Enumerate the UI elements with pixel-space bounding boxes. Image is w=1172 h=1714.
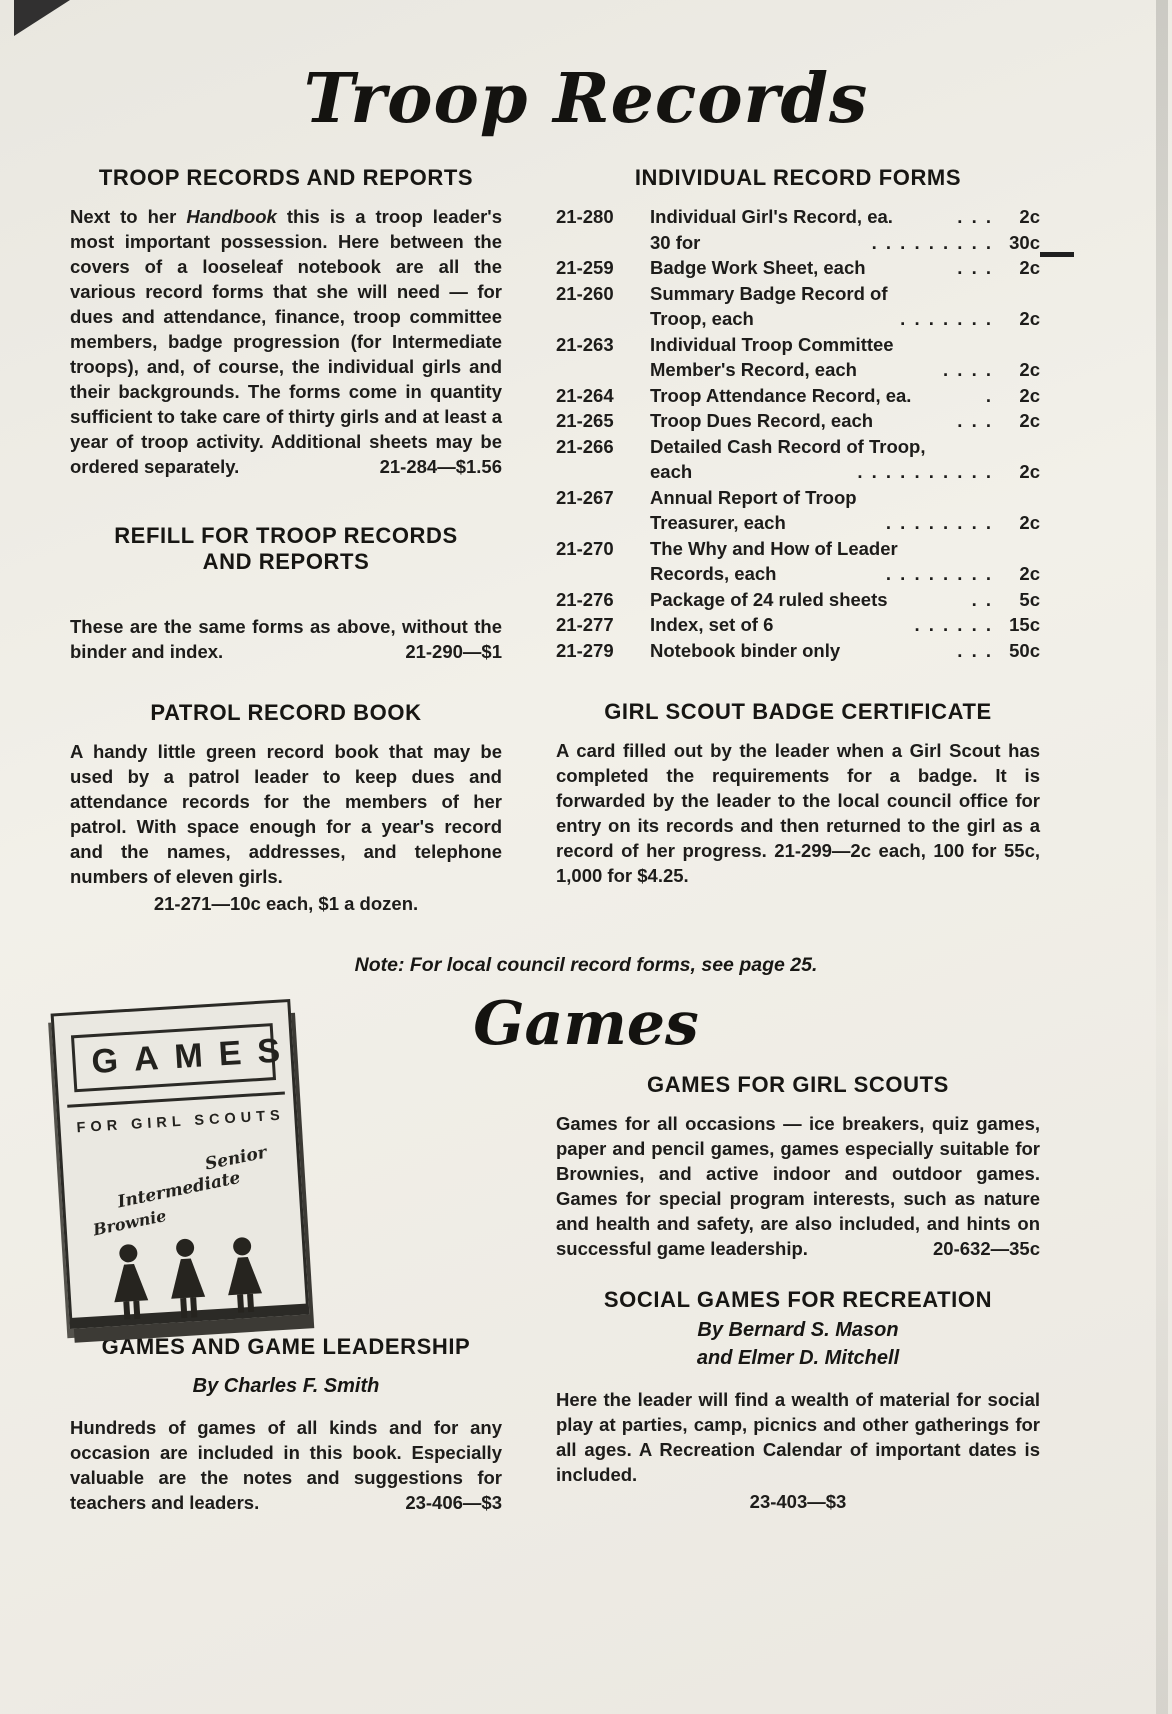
- form-code: 21-266: [556, 435, 614, 457]
- dot-leader: . . . . . . .: [900, 308, 993, 330]
- form-code: 21-264: [556, 384, 614, 406]
- right-column: [556, 165, 1040, 916]
- form-code: [556, 357, 650, 383]
- form-price: 2c: [1019, 359, 1040, 381]
- form-price: 2c: [1019, 563, 1040, 585]
- form-code: 21-270: [556, 537, 614, 559]
- footnote: Note: For local council record forms, see page 25.: [354, 954, 818, 977]
- form-description: Summary Badge Record of: [650, 282, 888, 304]
- form-price: 2c: [1019, 206, 1040, 228]
- form-price: 2c: [1019, 461, 1040, 483]
- form-code: 21-260: [556, 282, 614, 304]
- record-form-row: [556, 408, 1040, 434]
- left-column: [70, 165, 502, 916]
- troop-records-paragraph: [70, 204, 502, 479]
- refill-heading-line1: REFILL FOR TROOP RECORDS: [114, 523, 458, 549]
- refill-paragraph: [70, 614, 502, 664]
- catalog-code: 23-406—$3: [405, 1492, 502, 1514]
- form-price: 15c: [1009, 614, 1040, 636]
- label-senior: Senior: [203, 1142, 269, 1175]
- form-price: [1000, 485, 1040, 511]
- badge-certificate-heading: GIRL SCOUT BADGE CERTIFICATE: [604, 699, 992, 725]
- page-title: Troop Records: [303, 59, 869, 139]
- dot-leader: [898, 536, 1000, 562]
- scan-corner-smudge: [14, 0, 70, 36]
- form-description: Troop Dues Record, each: [650, 410, 874, 432]
- games-left-column: [70, 1334, 502, 1515]
- catalog-code: 21-271—10c each, $1 a dozen.: [153, 893, 419, 915]
- dot-leader: . . .: [957, 410, 993, 432]
- form-description: Package of 24 ruled sheets: [650, 588, 888, 610]
- dot-leader: . . . . . . . .: [885, 563, 993, 585]
- refill-heading: [70, 523, 502, 575]
- form-description: Badge Work Sheet, each: [650, 257, 866, 279]
- form-description: Individual Troop Committee: [650, 333, 894, 355]
- record-form-row: [556, 281, 1040, 307]
- paragraph-text: Next to her: [70, 206, 187, 228]
- label-intermediate: Intermediate: [115, 1168, 243, 1213]
- girl-silhouettes: [84, 1232, 291, 1333]
- record-form-row: [556, 612, 1040, 638]
- record-form-row: [556, 485, 1040, 511]
- form-code: [556, 306, 650, 332]
- badge-certificate-paragraph: A card filled out by the leader when a Girl Scout has completed the requirements for a badge. It is forwarded by the leader to the local council office for entry on its records and then returned to the girl as a record of her progress. 21-299—2c each, 100 for 55c, 1,000 for $4.25.: [556, 740, 1040, 887]
- refill-heading-line2: AND REPORTS: [202, 549, 370, 575]
- dot-leader: . . . . . . . .: [885, 512, 993, 534]
- dot-leader: . . .: [957, 639, 993, 661]
- form-code: 21-279: [556, 639, 614, 661]
- form-code: [556, 510, 650, 536]
- games-right-column: [556, 1072, 1040, 1515]
- form-code: [556, 230, 650, 256]
- form-price: 2c: [1019, 257, 1040, 279]
- dot-leader: .: [985, 384, 993, 406]
- form-description: Index, set of 6: [650, 614, 774, 636]
- form-code: 21-265: [556, 410, 614, 432]
- book-cover-title: GAMES: [71, 1023, 276, 1092]
- paragraph-text: this is a troop leader's most important possession. Here between the covers of a looseleaf notebook are all the various record forms that she will need — for dues and attendance, finance, troop committee members, badge progression (for Intermediate troops), and, of course, the individual girls and their backgrounds. The forms come in quantity sufficient to take care of thirty girls and at least a year of troop activity. Additional sheets may be ordered separately.: [70, 206, 502, 478]
- catalog-code: 21-290—$1: [405, 641, 502, 663]
- record-form-row: [556, 383, 1040, 409]
- dot-leader: [887, 281, 1000, 307]
- form-description: 30 for: [650, 231, 701, 253]
- form-price: [1000, 434, 1040, 460]
- form-description: The Why and How of Leader: [650, 537, 898, 559]
- form-description: Records, each: [650, 563, 777, 585]
- dot-leader: [926, 434, 1001, 460]
- record-form-row: [556, 332, 1040, 358]
- form-description: Annual Report of Troop: [650, 486, 857, 508]
- paragraph-text: These are the same forms as above, without the binder and index.: [70, 616, 502, 663]
- games-for-girl-scouts-heading: GAMES FOR GIRL SCOUTS: [647, 1072, 949, 1098]
- catalog-code: 21-284—$1.56: [379, 456, 502, 478]
- form-code: 21-259: [556, 257, 614, 279]
- form-price: 30c: [1009, 231, 1040, 253]
- patrol-heading: PATROL RECORD BOOK: [150, 700, 422, 726]
- author-byline: By Bernard S. Mason: [697, 1319, 899, 1342]
- form-description: Member's Record, each: [650, 359, 857, 381]
- record-forms-price-list: [556, 204, 1040, 663]
- form-code: 21-267: [556, 486, 614, 508]
- record-form-row: [556, 587, 1040, 613]
- form-description: Treasurer, each: [650, 512, 786, 534]
- dot-leader: . . .: [957, 206, 993, 228]
- dot-leader: . . . .: [943, 359, 993, 381]
- girl-silhouette-graphic: [90, 1232, 285, 1327]
- form-code: 21-276: [556, 588, 614, 610]
- dot-leader: . . . . . . . . . .: [857, 461, 993, 483]
- record-form-row: [556, 255, 1040, 281]
- record-form-row: [556, 357, 1040, 383]
- record-form-row: [556, 536, 1040, 562]
- record-form-row: [556, 204, 1040, 230]
- form-code: 21-263: [556, 333, 614, 355]
- form-price: 2c: [1019, 512, 1040, 534]
- handbook-italic: Handbook: [186, 206, 277, 228]
- dot-leader: . . . . . . . . .: [871, 231, 993, 253]
- paragraph-text: Games for all occasions — ice breakers, quiz games, paper and pencil games, games especially suitable for Brownies, and active indoor and outdoor games. Games for special program interests, such as nature and health and safety, are also included, and hints on successful game leadership.: [556, 1113, 1040, 1260]
- form-price: 50c: [1009, 639, 1040, 661]
- form-code: [556, 459, 650, 485]
- form-price: 2c: [1019, 308, 1040, 330]
- form-description: Individual Girl's Record, ea.: [650, 206, 893, 228]
- dot-leader: [894, 332, 1000, 358]
- cover-rule: [67, 1092, 285, 1108]
- games-section: [0, 988, 1172, 1515]
- record-form-row: [556, 306, 1040, 332]
- book-cover-subtitle: FOR GIRL SCOUTS: [76, 1107, 286, 1137]
- form-price: 5c: [1019, 588, 1040, 610]
- form-description: Detailed Cash Record of Troop,: [650, 435, 926, 457]
- author-byline: and Elmer D. Mitchell: [696, 1347, 900, 1370]
- games-section-title: Games: [473, 989, 699, 1060]
- form-price: [1000, 536, 1040, 562]
- form-code: 21-280: [556, 206, 614, 228]
- record-form-row: [556, 638, 1040, 664]
- pen-mark: [1040, 252, 1074, 257]
- patrol-paragraph: A handy little green record book that may be used by a patrol leader to keep dues and attendance records for the members of her patrol. With space enough for a year's record and the names, addresses, and telephone numbers of eleven girls.: [70, 741, 502, 888]
- dot-leader: [857, 485, 1000, 511]
- record-form-row: [556, 230, 1040, 256]
- author-byline: By Charles F. Smith: [192, 1375, 380, 1398]
- form-price: [1000, 332, 1040, 358]
- record-form-row: [556, 459, 1040, 485]
- form-price: 2c: [1019, 410, 1040, 432]
- dot-leader: . . . . . .: [914, 614, 993, 636]
- column-gap: [502, 1072, 556, 1515]
- dot-leader: . .: [971, 588, 993, 610]
- record-form-row: [556, 510, 1040, 536]
- games-book-cover: [51, 999, 310, 1329]
- form-description: Notebook binder only: [650, 639, 841, 661]
- form-price: [1000, 281, 1040, 307]
- record-form-row: [556, 434, 1040, 460]
- social-games-paragraph: Here the leader will find a wealth of material for social play at parties, camp, picnics and other gatherings for all ages. A Recreation Calendar of important dates is included.: [556, 1389, 1040, 1486]
- paragraph-text: Hundreds of games of all kinds and for any occasion are included in this book. Especially valuable are the notes and suggestions for teachers and leaders.: [70, 1417, 502, 1514]
- form-price: 2c: [1019, 384, 1040, 406]
- form-description: each: [650, 461, 693, 483]
- record-form-row: [556, 561, 1040, 587]
- two-column-layout: [0, 165, 1172, 916]
- record-forms-heading: INDIVIDUAL RECORD FORMS: [634, 165, 962, 191]
- troop-records-heading: TROOP RECORDS AND REPORTS: [98, 165, 474, 191]
- game-leadership-paragraph: [70, 1415, 502, 1515]
- form-code: [556, 561, 650, 587]
- label-brownie: Brownie: [91, 1206, 168, 1240]
- cover-age-level-labels: [78, 1142, 285, 1244]
- form-code: 21-277: [556, 614, 614, 636]
- form-description: Troop Attendance Record, ea.: [650, 384, 912, 406]
- form-description: Troop, each: [650, 308, 754, 330]
- column-gap: [502, 165, 556, 916]
- social-games-heading: SOCIAL GAMES FOR RECREATION: [603, 1287, 993, 1313]
- catalog-code: 20-632—35c: [933, 1238, 1040, 1260]
- games-for-girl-scouts-paragraph: [556, 1111, 1040, 1261]
- game-leadership-heading: GAMES AND GAME LEADERSHIP: [101, 1334, 471, 1360]
- catalog-code: 23-403—$3: [749, 1491, 847, 1513]
- dot-leader: . . .: [957, 257, 993, 279]
